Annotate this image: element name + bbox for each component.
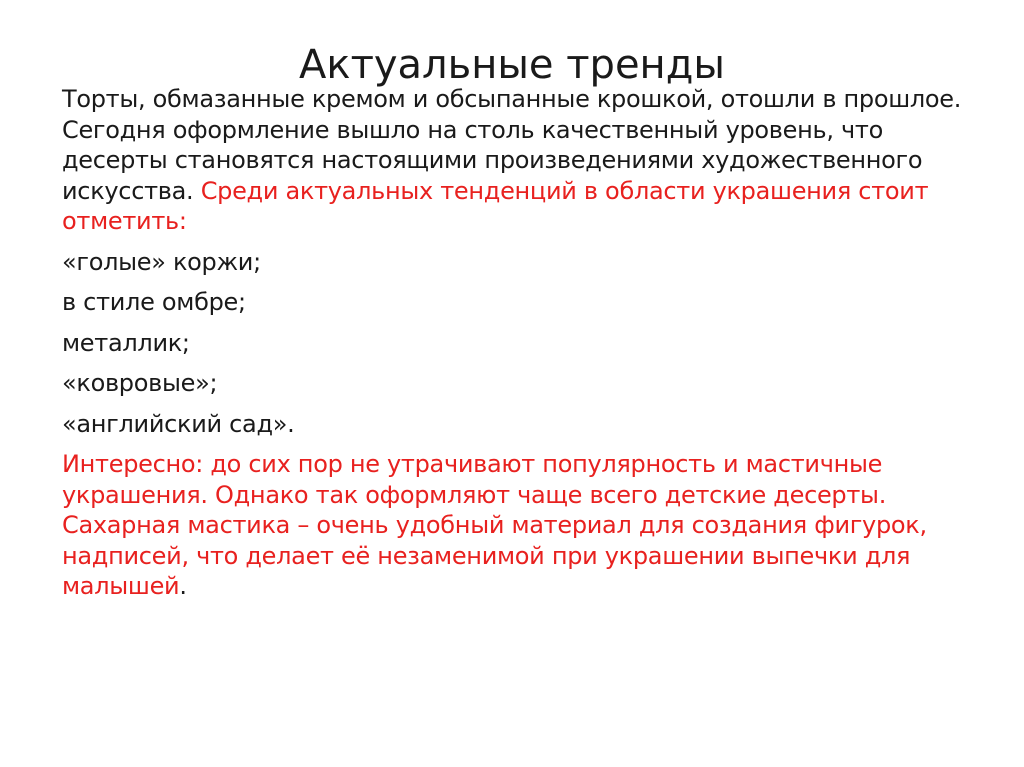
list-item: металлик; xyxy=(62,328,190,357)
slide-title: Актуальные тренды xyxy=(299,41,725,88)
list-item: в стиле омбре; xyxy=(62,288,246,316)
list-item: «ковровые»; xyxy=(62,369,218,397)
list-item: «английский сад». xyxy=(62,409,295,438)
intro-paragraph xyxy=(62,84,992,237)
note-end-punctuation: . xyxy=(179,572,187,600)
intro-highlight-text: Среди актуальных тенденций в области украшения стоит отметить: xyxy=(62,176,929,235)
trend-list xyxy=(62,247,992,440)
intro-text: Торты, обмазанные кремом и обсыпанные крошкой, отошли в прошлое. Сегодня оформление вышло на столь качественный уровень, что десерты становятся настоящими произведениями художественного искусства. xyxy=(62,85,962,205)
slide-body xyxy=(62,84,992,602)
list-item: «голые» коржи; xyxy=(62,247,261,276)
note-paragraph xyxy=(62,449,992,602)
note-text: Интересно: до сих пор не утрачивают популярность и мастичные украшения. Однако так оформляют чаще всего детские десерты. Сахарная мастика – очень удобный материал для создания фигурок, надписей, что делает её незаменимой при украшении выпечки для малышей xyxy=(62,450,927,600)
